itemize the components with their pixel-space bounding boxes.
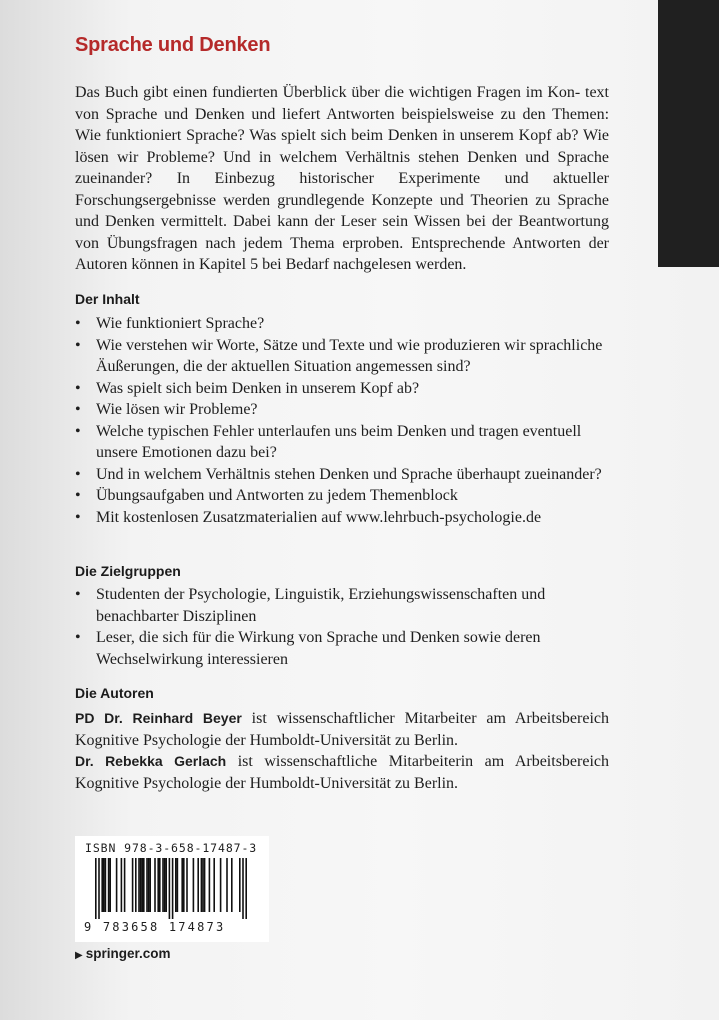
list-item: • Und in welchem Verhältnis stehen Denken und Sprache überhaupt zueinander? — [75, 464, 615, 486]
barcode-bar — [141, 858, 143, 912]
list-item: • Wie lösen wir Probleme? — [75, 399, 615, 421]
barcode-bar — [213, 858, 215, 912]
arrow-right-icon: ▶ — [75, 950, 83, 961]
barcode-bar — [132, 858, 134, 912]
barcode-bar — [197, 858, 199, 912]
intro-line: Das Buch gibt einen fundierten Überblick über die wichtigen Fragen im Kon- — [75, 84, 581, 101]
barcode-bar — [177, 858, 179, 912]
barcode-bar — [164, 858, 166, 912]
book-title: Sprache und Denken — [75, 34, 271, 56]
publisher-link[interactable] — [75, 946, 170, 961]
barcode-bar — [101, 858, 103, 912]
barcode-bar — [242, 858, 244, 919]
barcode-bar — [146, 858, 148, 912]
dark-side-tab — [658, 0, 719, 267]
intro-line: und Sprache zueinander? In Einbezug historischer Experimente und aktueller — [75, 148, 610, 187]
barcode-bar — [105, 858, 107, 912]
barcode-bars — [95, 858, 253, 920]
barcode-bar — [169, 858, 171, 919]
intro-line: Autoren können in Kapitel 5 bei Bedarf nachgelesen werden. — [75, 256, 467, 273]
barcode-bar — [231, 858, 233, 912]
barcode-bar — [124, 858, 126, 912]
barcode-bar — [143, 858, 145, 912]
author-name: Dr. Rebekka Gerlach — [75, 753, 227, 769]
barcode-bar — [140, 858, 142, 912]
author-name: PD Dr. Reinhard Beyer — [75, 710, 242, 726]
author-entry — [75, 751, 609, 794]
barcode-bar — [209, 858, 211, 912]
barcode-bar — [175, 858, 177, 912]
author-entry — [75, 708, 609, 751]
barcode-bar — [138, 858, 140, 912]
publisher-link-text: springer.com — [85, 946, 171, 961]
barcode-bar — [109, 858, 111, 912]
list-item: • Leser, die sich für die Wirkung von Sprache und Denken sowie deren Wechselwirkung interessieren — [75, 627, 615, 670]
barcode-bar — [183, 858, 185, 912]
barcode-bar — [121, 858, 123, 912]
barcode-bar — [193, 858, 195, 912]
barcode-bar — [239, 858, 241, 912]
barcode-bar — [186, 858, 188, 912]
section-heading-inhalt: Der Inhalt — [75, 291, 140, 307]
barcode-bar — [201, 858, 203, 912]
zielgruppen-list — [75, 584, 615, 670]
barcode-bar — [154, 858, 156, 912]
list-item: • Mit kostenlosen Zusatzmaterialien auf www.lehrbuch-psychologie.de — [75, 507, 615, 529]
barcode-bar — [135, 858, 137, 912]
barcode-bar — [181, 858, 183, 912]
list-item: • Übungsaufgaben und Antworten zu jedem Themenblock — [75, 485, 615, 507]
barcode-bar — [108, 858, 110, 912]
barcode-bar — [157, 858, 159, 912]
barcode-bar — [220, 858, 222, 912]
barcode-bar — [149, 858, 151, 912]
isbn-barcode — [75, 836, 269, 942]
barcode-bar — [245, 858, 247, 919]
list-item: • Wie verstehen wir Worte, Sätze und Texte und wie produzieren wir sprachliche Äußerungen, die der aktuellen Situation angemessen sind? — [75, 335, 615, 378]
section-heading-autoren: Die Autoren — [75, 685, 154, 701]
author-bio: ist wissenschaftlicher Mitarbeiter am Arbeitsbereich Kognitive Psychologie der Humboldt-Universität zu Berlin. — [75, 710, 609, 749]
barcode-bar — [159, 858, 161, 912]
barcode-bar — [162, 858, 164, 912]
inhalt-list — [75, 313, 615, 528]
barcode-bar — [226, 858, 228, 912]
section-heading-zielgruppen: Die Zielgruppen — [75, 563, 181, 579]
intro-line: text von Sprache und Denken und liefert Antworten beispielsweise zu den — [75, 84, 609, 123]
barcode-bar — [116, 858, 118, 912]
author-bio: ist wissenschaftliche Mitarbeiterin am Arbeitsbereich Kognitive Psychologie der Humboldt-Universität zu Berlin. — [75, 753, 610, 792]
barcode-bar — [103, 858, 105, 912]
barcode-bar — [202, 858, 204, 912]
intro-paragraph — [75, 82, 609, 276]
ean-digits: 9 783658 174873 — [84, 920, 226, 934]
intro-line: Forschungsergebnisse werden grundlegende Konzepte und Theorien zu Sprache — [75, 191, 609, 209]
isbn-label: ISBN 978-3-658-17487-3 — [85, 841, 258, 855]
intro-line: Kopf ab? Wie lösen wir Probleme? Und in welchem Verhältnis stehen Denken — [75, 127, 609, 166]
barcode-bar — [165, 858, 167, 912]
intro-line: und Denken vermittelt. Dabei kann der Leser sein Wissen bei der Beantwortung — [75, 213, 609, 230]
list-item: • Was spielt sich beim Denken in unserem Kopf ab? — [75, 378, 615, 400]
intro-line: Themen: Wie funktioniert Sprache? Was spielt sich beim Denken in unserem — [75, 105, 610, 144]
barcode-bar — [98, 858, 100, 919]
barcode-bar — [95, 858, 97, 919]
barcode-bar — [204, 858, 206, 912]
list-item: • Studenten der Psychologie, Linguistik, Erziehungswissenschaften und benachbarter Disziplinen — [75, 584, 615, 627]
intro-line: von Übungsfragen nach jedem Thema erproben. Entsprechende Antworten der — [75, 234, 609, 252]
barcode-bar — [172, 858, 174, 919]
barcode-bar — [148, 858, 150, 912]
list-item: • Wie funktioniert Sprache? — [75, 313, 615, 335]
list-item: • Welche typischen Fehler unterlaufen uns beim Denken und tragen eventuell unsere Emotionen dazu bei? — [75, 421, 615, 464]
authors-block — [75, 708, 609, 794]
